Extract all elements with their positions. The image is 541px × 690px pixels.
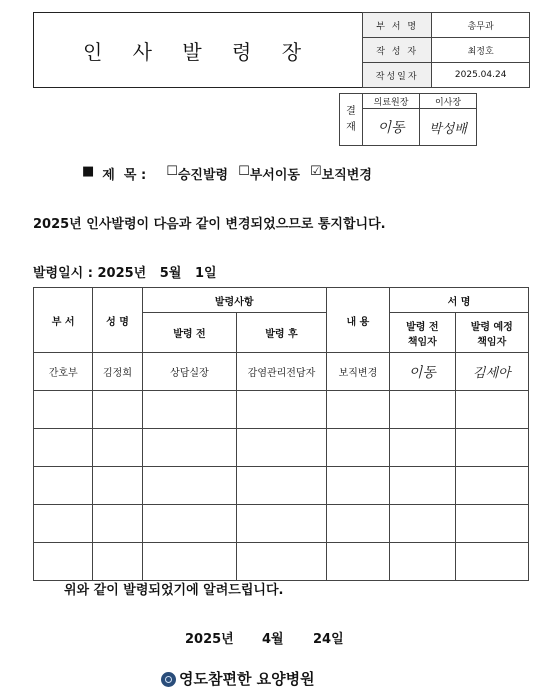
header-details: 발령사항	[142, 288, 326, 313]
subject-label: 제 목 :	[102, 168, 147, 183]
info-row-date	[363, 63, 530, 88]
issue-year: 2025년	[185, 632, 234, 647]
effective-date: 발령일시 : 2025년 5월 1일	[33, 266, 217, 281]
closing-text: 위와 같이 발령되었기에 알려드립니다.	[64, 583, 284, 598]
info-label: 작성일자	[363, 63, 432, 88]
option-transfer: 부서이동	[249, 168, 300, 183]
checkbox-icon[interactable]: ☐	[238, 164, 250, 179]
cell-name: 김정희	[93, 353, 142, 391]
organization-name: 영도참편한 요양병원	[179, 670, 315, 688]
header-after: 발령 후	[237, 313, 327, 353]
table-row-empty	[34, 391, 529, 429]
info-row-author	[363, 38, 530, 63]
approval-role: 이사장	[420, 94, 477, 109]
header-signature: 서 명	[390, 288, 529, 313]
hospital-logo-icon	[161, 672, 176, 687]
header-dept: 부 서	[34, 288, 93, 353]
cell-before: 상담실장	[142, 353, 237, 391]
info-value: 총무과	[432, 13, 530, 38]
table-row-empty	[34, 467, 529, 505]
table-row-empty	[34, 505, 529, 543]
header-content: 내 용	[326, 288, 389, 353]
organization	[161, 668, 315, 689]
document-title: 인 사 발 령 장	[33, 12, 363, 88]
info-value: 2025.04.24	[432, 63, 530, 88]
header-name: 성 명	[93, 288, 142, 353]
option-position-change: 보직변경	[321, 168, 372, 183]
header-sign-after: 발령 예정 책임자	[455, 313, 528, 353]
checked-checkbox-icon[interactable]: ☑	[309, 164, 322, 179]
approval-side-label: 결 재	[340, 94, 363, 146]
header-sign-before: 발령 전 책임자	[390, 313, 455, 353]
approval-table	[339, 93, 477, 146]
cell-content: 보직변경	[326, 353, 389, 391]
info-label: 부 서 명	[363, 13, 432, 38]
subject-bullet: ■	[82, 164, 95, 179]
table-row-empty	[34, 429, 529, 467]
option-promotion: 승진발령	[177, 168, 229, 183]
table-row	[34, 353, 529, 391]
signature-after: 김세아	[455, 353, 528, 391]
cell-dept: 간호부	[34, 353, 93, 391]
table-row-empty	[34, 543, 529, 581]
issue-day: 24일	[313, 632, 344, 647]
assignment-table	[33, 287, 529, 581]
info-table	[362, 12, 530, 88]
signature-chairman: 박성배	[420, 109, 477, 146]
info-row-dept	[363, 13, 530, 38]
checkbox-icon[interactable]: ☐	[166, 164, 178, 179]
cell-after: 감염관리전담자	[237, 353, 327, 391]
info-value: 최정호	[432, 38, 530, 63]
subject-line	[82, 164, 372, 183]
signature-before: 이동	[390, 353, 455, 391]
info-label: 작 성 자	[363, 38, 432, 63]
statement: 2025년 인사발령이 다음과 같이 변경되었으므로 통지합니다.	[33, 217, 386, 232]
header-before: 발령 전	[142, 313, 237, 353]
approval-role: 의료원장	[363, 94, 420, 109]
signature-medical-director: 이동	[363, 109, 420, 146]
issue-month: 4월	[262, 632, 284, 647]
